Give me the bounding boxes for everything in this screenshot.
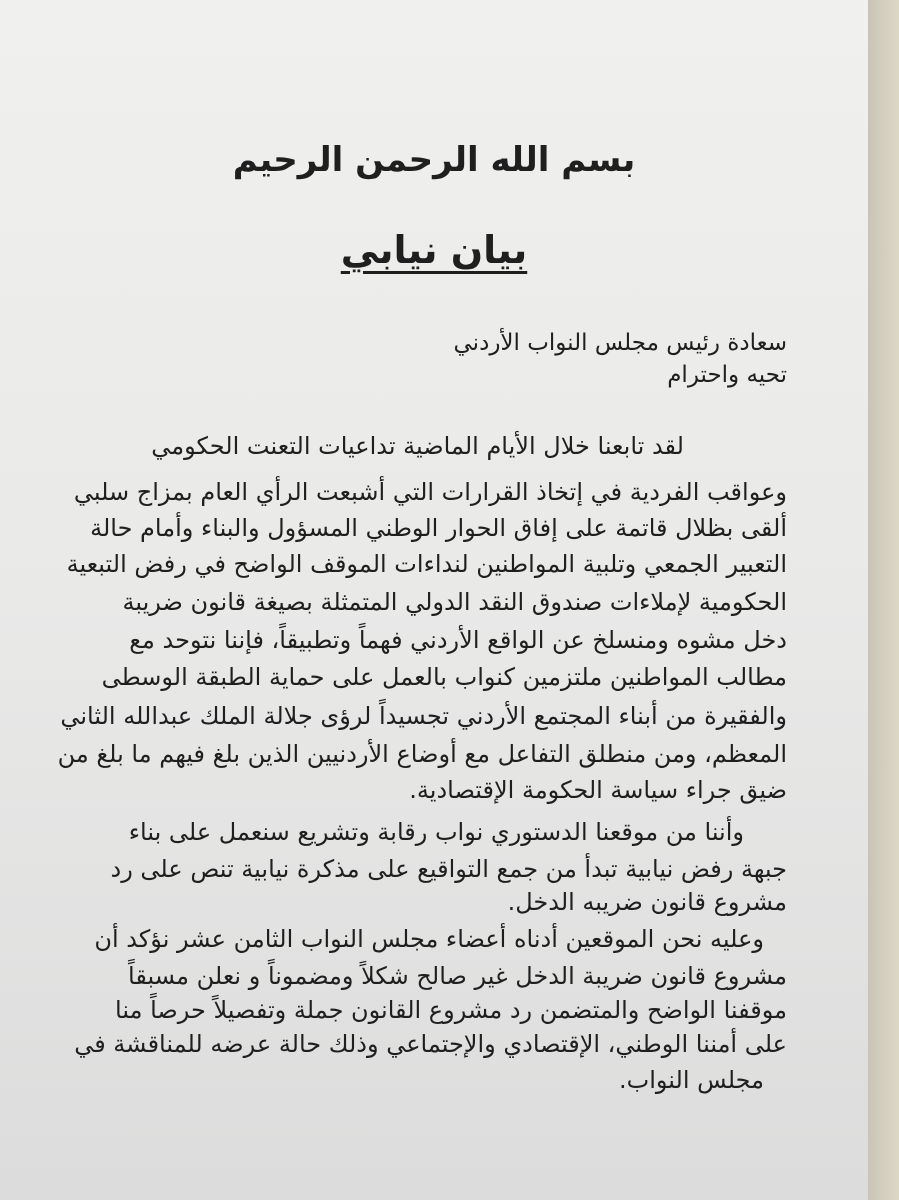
body-line: موقفنا الواضح والمتضمن رد مشروع القانون جملة وتفصيلاً حرصاً منا (115, 996, 787, 1024)
table-surface (868, 0, 899, 1200)
salutation: تحيه واحترام (667, 362, 787, 388)
body-line: مطالب المواطنين ملتزمين كنواب بالعمل على حماية الطبقة الوسطى (101, 663, 787, 691)
document-heading (0, 228, 868, 272)
body-line: جبهة رفض نيابية تبدأ من جمع التواقيع على مذكرة نيابية تنص على رد (110, 855, 787, 883)
body-line: على أمننا الوطني، الإقتصادي والإجتماعي وذلك حالة عرضه للمناقشة في (74, 1030, 787, 1058)
body-line: لقد تابعنا خلال الأيام الماضية تداعيات التعنت الحكومي (151, 432, 684, 460)
addressee: سعادة رئيس مجلس النواب الأردني (453, 330, 787, 356)
body-line: وعواقب الفردية في إتخاذ القرارات التي أشبعت الرأي العام بمزاج سلبي (73, 478, 787, 506)
body-line: مجلس النواب. (618, 1066, 764, 1094)
body-line: دخل مشوه ومنسلخ عن الواقع الأردني فهماً وتطبيقاً، فإننا نتوحد مع (129, 626, 787, 654)
body-line: الحكومية لإملاءات صندوق النقد الدولي المتمثلة بصيغة قانون ضريبة (122, 588, 787, 616)
body-line: المعظم، ومن منطلق التفاعل مع أوضاع الأردنيين الذين بلغ فيهم ما بلغ من (57, 740, 787, 768)
body-line: ضيق جراء سياسة الحكومة الإقتصادية. (409, 776, 787, 804)
body-line: التعبير الجمعي وتلبية المواطنين لنداءات الموقف الواضح في رفض التبعية (66, 550, 787, 578)
body-line: والفقيرة من أبناء المجتمع الأردني تجسيداً لرؤى جلالة الملك عبدالله الثاني (60, 702, 787, 730)
body-line: مشروع قانون ضريبة الدخل غير صالح شكلاً ومضموناً و نعلن مسبقاً (128, 962, 787, 990)
body-line: ألقى بظلال قاتمة على إفاق الحوار الوطني المسؤول والبناء وأمام حالة (90, 514, 787, 542)
body-line: وأننا من موقعنا الدستوري نواب رقابة وتشريع سنعمل على بناء (128, 818, 744, 846)
body-line: وعليه نحن الموقعين أدناه أعضاء مجلس النواب الثامن عشر نؤكد أن (94, 925, 764, 953)
basmala-title: بسم الله الرحمن الرحيم (232, 140, 636, 180)
heading-text: بيان نيابي (340, 228, 528, 272)
body-line: مشروع قانون ضريبه الدخل. (507, 888, 787, 916)
